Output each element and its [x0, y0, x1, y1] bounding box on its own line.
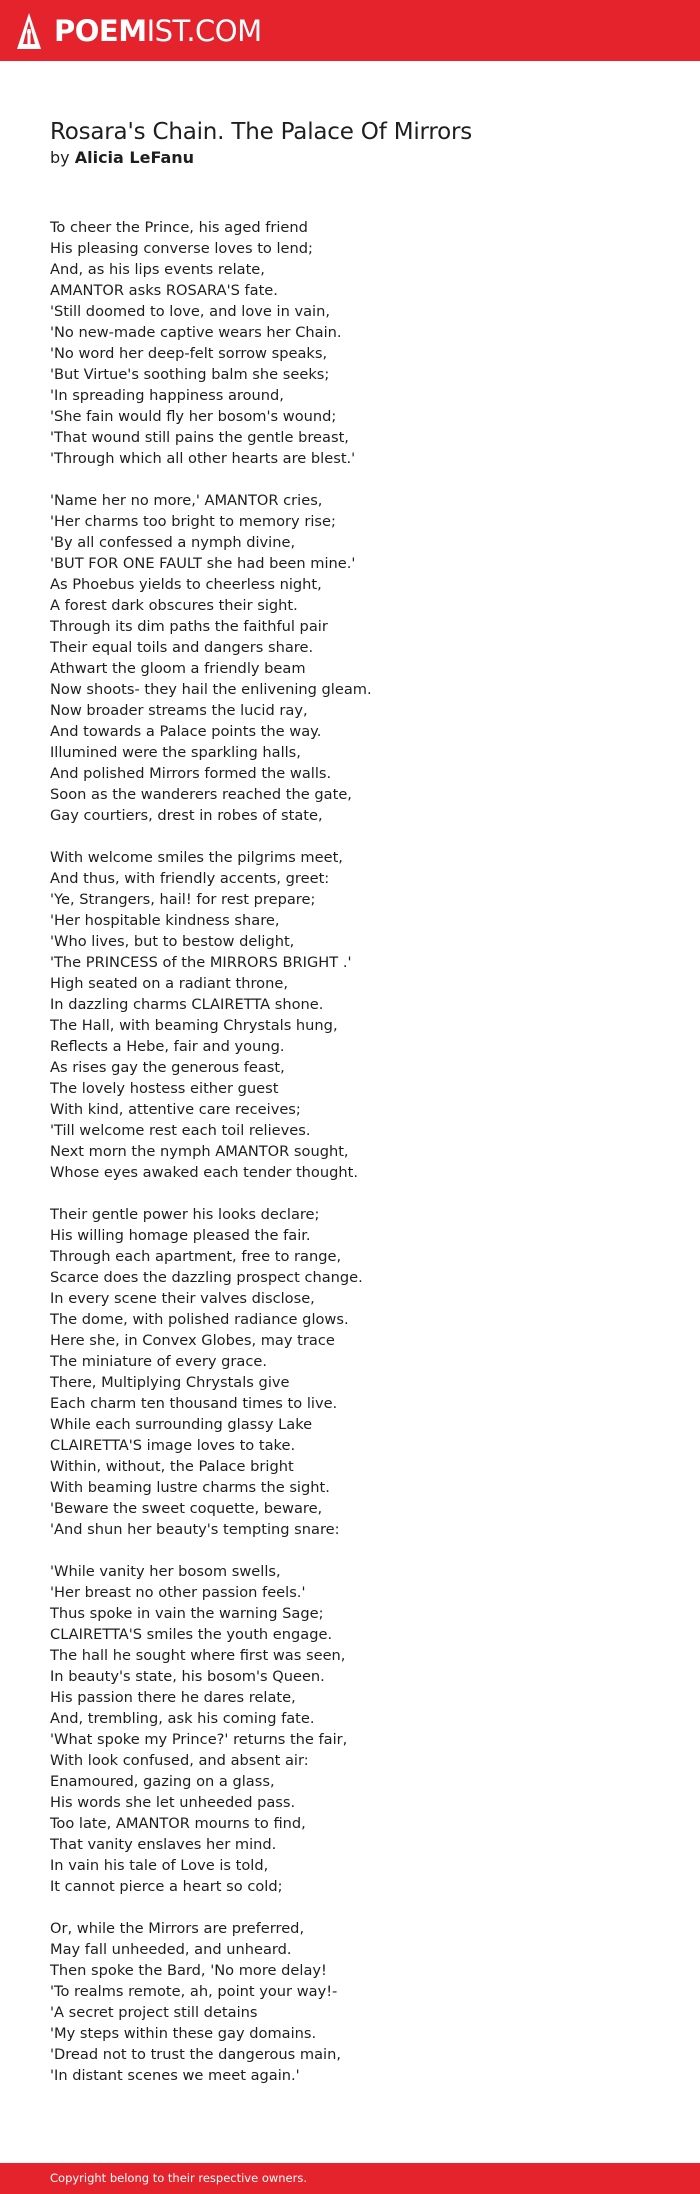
poem-line: The Hall, with beaming Chrystals hung, — [50, 1017, 338, 1034]
poem-line: May fall unheeded, and unheard. — [50, 1941, 292, 1958]
poem-line: As rises gay the generous feast, — [50, 1059, 285, 1076]
poem-line: It cannot pierce a heart so cold; — [50, 1878, 283, 1895]
poem-line: While each surrounding glassy Lake — [50, 1416, 313, 1433]
poem-line: 'And shun her beauty's tempting snare: — [50, 1521, 340, 1538]
poem-line: And, trembling, ask his coming fate. — [50, 1710, 315, 1727]
poem-line: Through each apartment, free to range, — [50, 1248, 342, 1265]
site-logo-link[interactable] — [16, 12, 262, 50]
poem-line: 'To realms remote, ah, point your way!- — [50, 1983, 338, 2000]
poem-line: Illumined were the sparkling halls, — [50, 744, 301, 761]
logo-light-text: IST.COM — [146, 14, 262, 48]
poem-line: CLAIRETTA'S smiles the youth engage. — [50, 1626, 333, 1643]
poem-line: The miniature of every grace. — [50, 1353, 267, 1370]
poem-line: 'By all confessed a nymph divine, — [50, 534, 296, 551]
poem-line: The lovely hostess either guest — [50, 1080, 279, 1097]
poem-line: Scarce does the dazzling prospect change. — [50, 1269, 363, 1286]
poem-line: Here she, in Convex Globes, may trace — [50, 1332, 335, 1349]
logo-wordmark — [54, 13, 262, 49]
poem-line: 'Still doomed to love, and love in vain, — [50, 303, 330, 320]
poem-line: Enamoured, gazing on a glass, — [50, 1773, 275, 1790]
poem-body — [50, 217, 670, 2107]
poem-title: Rosara's Chain. The Palace Of Mirrors — [50, 119, 473, 145]
poem-line: 'No word her deep-felt sorrow speaks, — [50, 345, 328, 362]
poem-line: CLAIRETTA'S image loves to take. — [50, 1437, 296, 1454]
poem-line: Athwart the gloom a friendly beam — [50, 660, 306, 677]
poem-line: And thus, with friendly accents, greet: — [50, 870, 330, 887]
poem-line: As Phoebus yields to cheerless night, — [50, 576, 322, 593]
poem-line: His willing homage pleased the fair. — [50, 1227, 311, 1244]
stanza — [50, 847, 670, 1183]
poem-line: Or, while the Mirrors are preferred, — [50, 1920, 305, 1937]
poem-line: To cheer the Prince, his aged friend — [50, 219, 308, 236]
poem-line: In every scene their valves disclose, — [50, 1290, 315, 1307]
poem-line: And towards a Palace points the way. — [50, 723, 322, 740]
poem-line: 'Ye, Strangers, hail! for rest prepare; — [50, 891, 316, 908]
stanza — [50, 217, 670, 469]
stanza — [50, 1918, 670, 2086]
poem-line: 'BUT FOR ONE FAULT she had been mine.' — [50, 555, 356, 572]
poem-line: 'My steps within these gay domains. — [50, 2025, 317, 2042]
copyright-text: Copyright belong to their respective owners. — [50, 2171, 308, 2185]
poem-line: Through its dim paths the faithful pair — [50, 618, 328, 635]
poem-line: 'Her charms too bright to memory rise; — [50, 513, 336, 530]
poem-line: In beauty's state, his bosom's Queen. — [50, 1668, 325, 1685]
poem-line: His words she let unheeded pass. — [50, 1794, 296, 1811]
poem-line: 'Her hospitable kindness share, — [50, 912, 280, 929]
poem-line: Their gentle power his looks declare; — [50, 1206, 320, 1223]
poem-line: His passion there he dares relate, — [50, 1689, 296, 1706]
poem-line: Within, without, the Palace bright — [50, 1458, 294, 1475]
poem-line: With beaming lustre charms the sight. — [50, 1479, 330, 1496]
poem-line: 'Dread not to trust the dangerous main, — [50, 2046, 342, 2063]
poem-line: There, Multiplying Chrystals give — [50, 1374, 290, 1391]
poem-line: Reflects a Hebe, fair and young. — [50, 1038, 285, 1055]
author-link[interactable]: Alicia LeFanu — [74, 148, 195, 167]
poem-line: Thus spoke in vain the warning Sage; — [50, 1605, 324, 1622]
stanza — [50, 490, 670, 826]
poem-line: 'Beware the sweet coquette, beware, — [50, 1500, 323, 1517]
poem-line: Soon as the wanderers reached the gate, — [50, 786, 352, 803]
poem-line: Next morn the nymph AMANTOR sought, — [50, 1143, 349, 1160]
poem-line: In vain his tale of Love is told, — [50, 1857, 269, 1874]
poem-line: 'But Virtue's soothing balm she seeks; — [50, 366, 330, 383]
poem-line: 'She fain would fly her bosom's wound; — [50, 408, 337, 425]
poem-line: The dome, with polished radiance glows. — [50, 1311, 349, 1328]
poem-line: Now shoots- they hail the enlivening gleam. — [50, 681, 372, 698]
poem-line: That vanity enslaves her mind. — [50, 1836, 277, 1853]
poem-line: 'Who lives, but to bestow delight, — [50, 933, 295, 950]
poem-line: 'Her breast no other passion feels.' — [50, 1584, 306, 1601]
poem-line: 'While vanity her bosom swells, — [50, 1563, 281, 1580]
poem-line: 'What spoke my Prince?' returns the fair, — [50, 1731, 348, 1748]
poem-line: With welcome smiles the pilgrims meet, — [50, 849, 343, 866]
poem-line: 'Through which all other hearts are blest.' — [50, 450, 356, 467]
poem-line: Now broader streams the lucid ray, — [50, 702, 308, 719]
poem-line: 'In distant scenes we meet again.' — [50, 2067, 300, 2084]
poem-line: Each charm ten thousand times to live. — [50, 1395, 338, 1412]
logo-bold-text: POEM — [54, 14, 147, 48]
byline — [50, 147, 194, 169]
poem-line: Then spoke the Bard, 'No more delay! — [50, 1962, 327, 1979]
stanza — [50, 1561, 670, 1897]
poem-line: The hall he sought where first was seen, — [50, 1647, 346, 1664]
site-header — [0, 0, 700, 61]
poem-line: Whose eyes awaked each tender thought. — [50, 1164, 358, 1181]
poem-line: And, as his lips events relate, — [50, 261, 265, 278]
poem-line: 'In spreading happiness around, — [50, 387, 284, 404]
poem-line: Their equal toils and dangers share. — [50, 639, 314, 656]
by-label: by — [50, 148, 70, 167]
poem-line: A forest dark obscures their sight. — [50, 597, 298, 614]
poem-line: In dazzling charms CLAIRETTA shone. — [50, 996, 324, 1013]
poem-line: 'Till welcome rest each toil relieves. — [50, 1122, 311, 1139]
poem-line: 'A secret project still detains — [50, 2004, 258, 2021]
poem-line: High seated on a radiant throne, — [50, 975, 288, 992]
poem-line: Too late, AMANTOR mourns to find, — [50, 1815, 306, 1832]
pen-nib-icon — [16, 12, 42, 50]
poem-line: 'Name her no more,' AMANTOR cries, — [50, 492, 323, 509]
poem-line: Gay courtiers, drest in robes of state, — [50, 807, 323, 824]
poem-line: With look confused, and absent air: — [50, 1752, 309, 1769]
poem-line: 'No new-made captive wears her Chain. — [50, 324, 342, 341]
poem-line: 'That wound still pains the gentle breast, — [50, 429, 349, 446]
site-footer — [0, 2163, 700, 2194]
poem-line: AMANTOR asks ROSARA'S fate. — [50, 282, 278, 299]
stanza — [50, 1204, 670, 1540]
poem-line: With kind, attentive care receives; — [50, 1101, 301, 1118]
poem-line: 'The PRINCESS of the MIRRORS BRIGHT .' — [50, 954, 352, 971]
poem-line: And polished Mirrors formed the walls. — [50, 765, 332, 782]
poem-line: His pleasing converse loves to lend; — [50, 240, 313, 257]
